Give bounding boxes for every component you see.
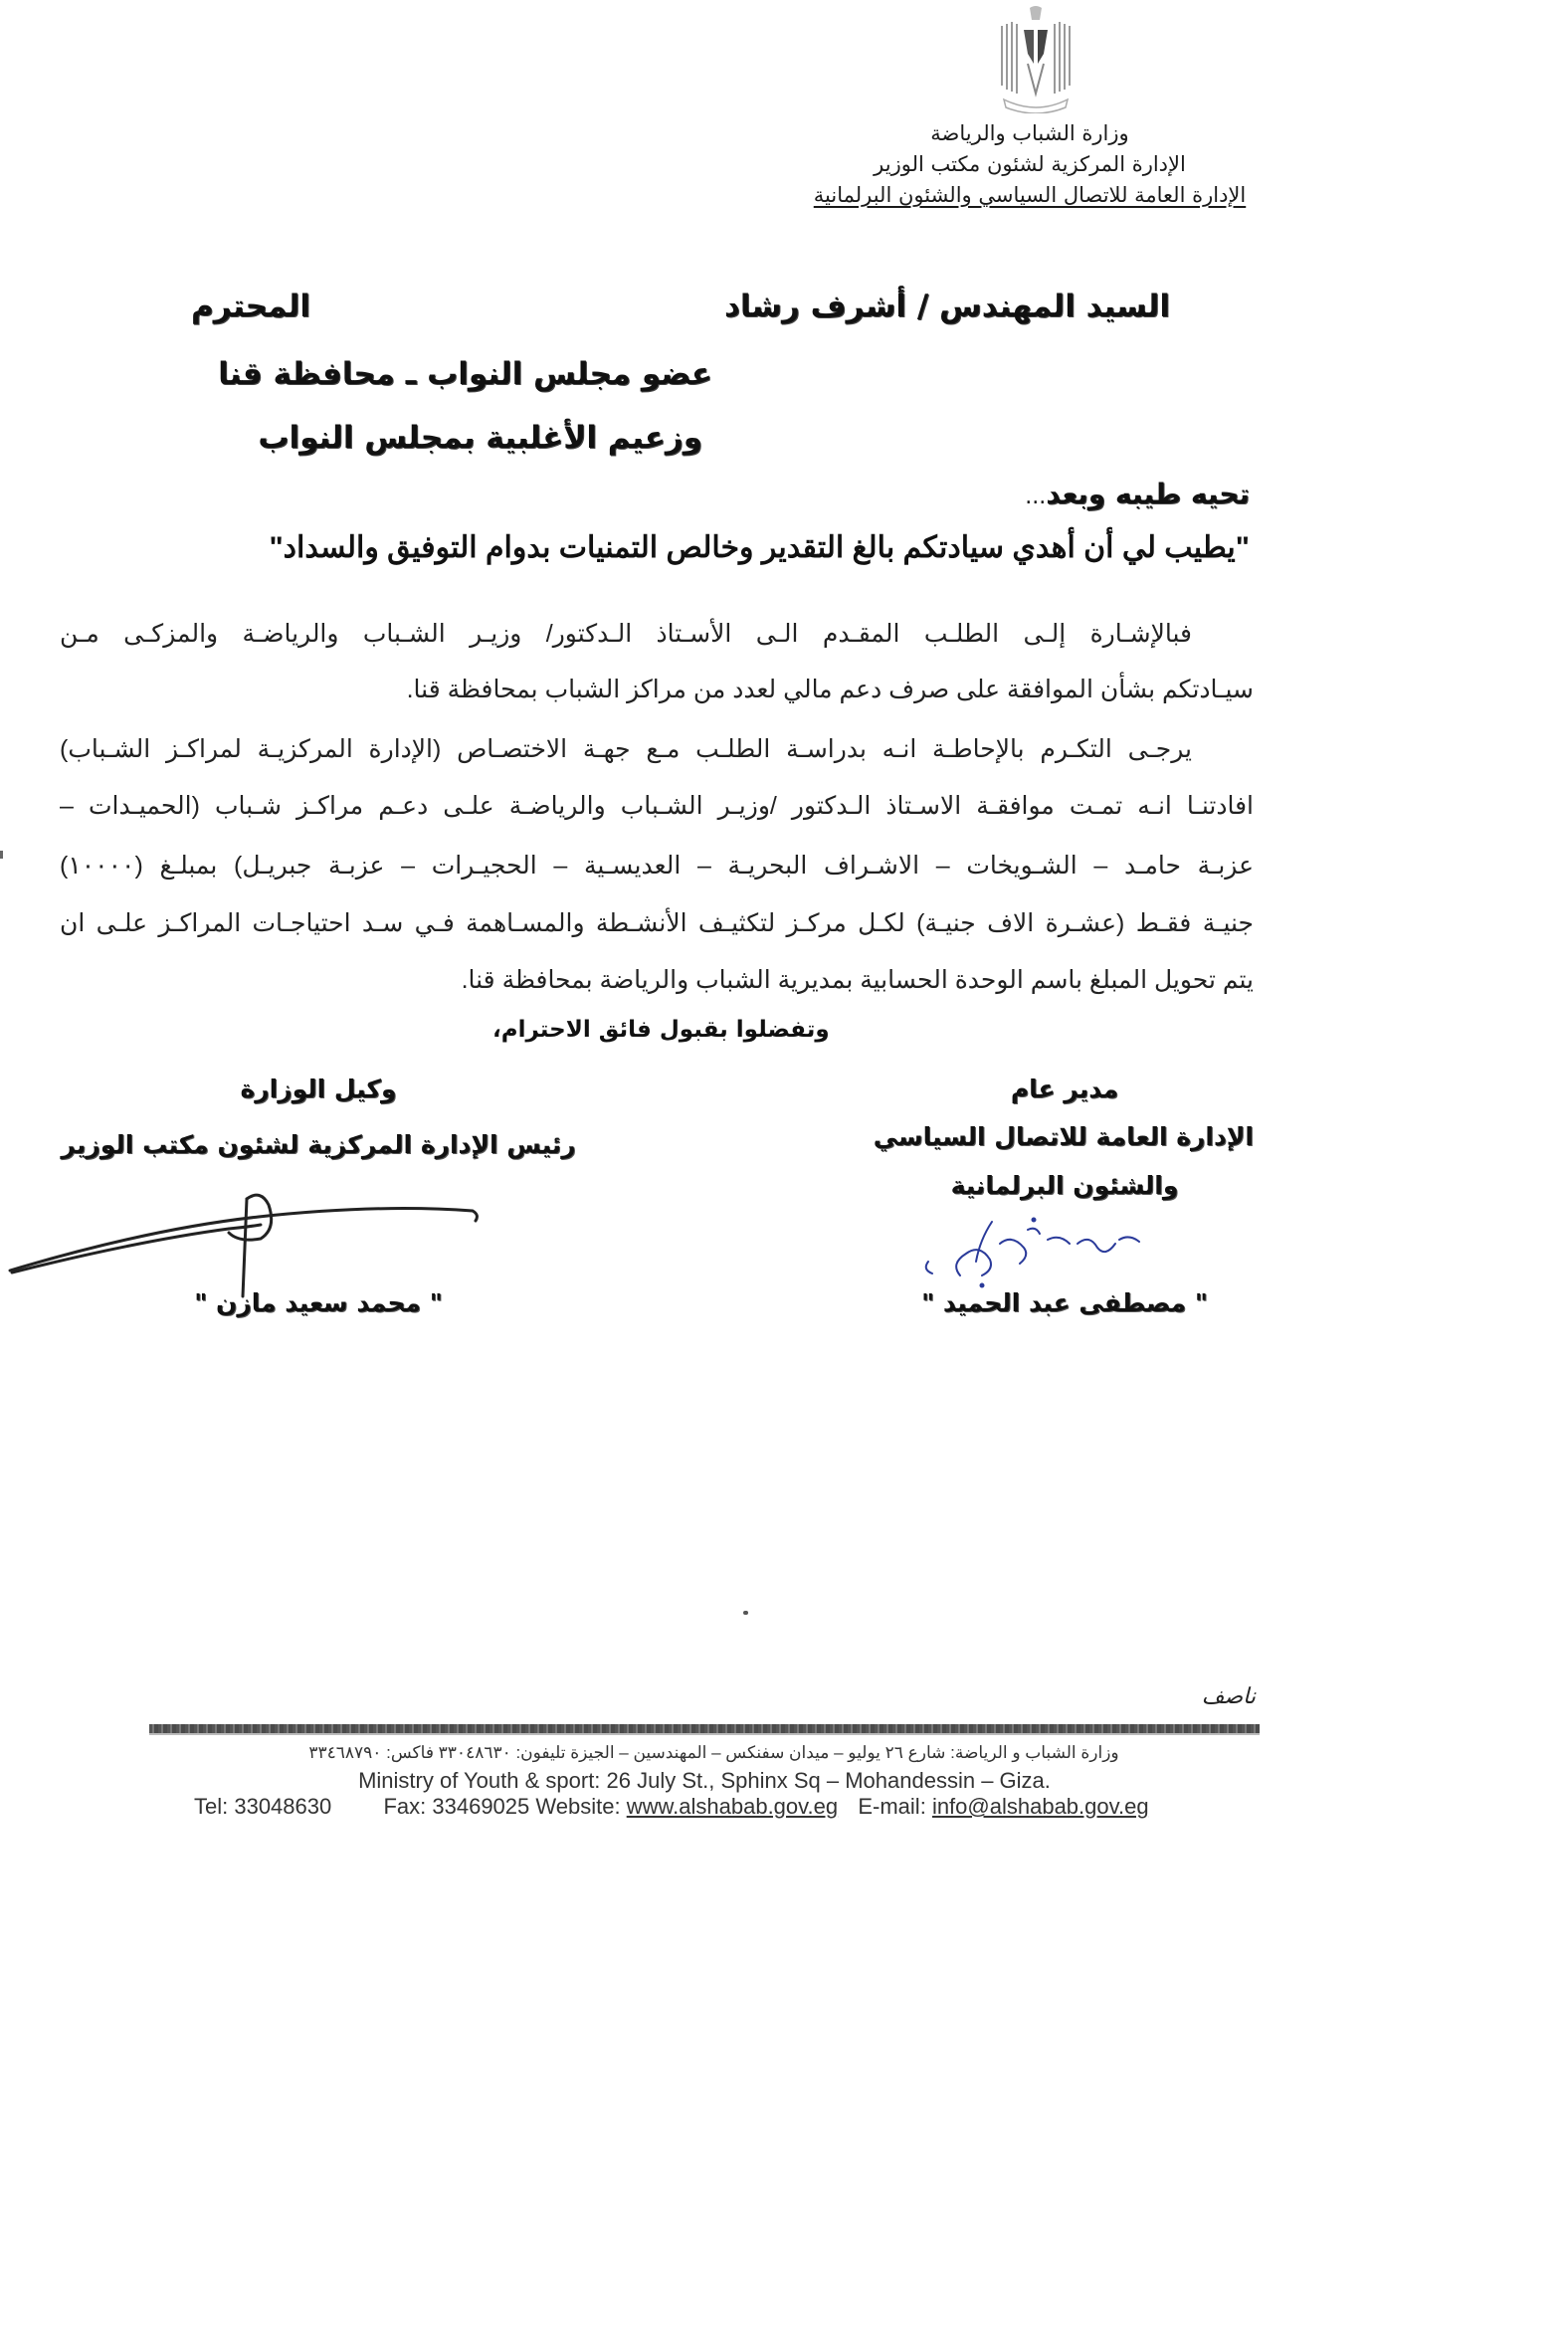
ministry-name: وزارة الشباب والرياضة (930, 121, 1129, 145)
footer-contact (194, 1794, 1149, 1820)
footer-fax: Fax: 33469025 Website: (383, 1794, 621, 1819)
footer-tel: Tel: 33048630 (194, 1794, 332, 1819)
left-signatory-title-1: وكيل الوزارة (240, 1075, 397, 1103)
recipient-name: السيد المهندس / أشرف رشاد (723, 289, 1170, 324)
eagle-emblem-icon (990, 4, 1081, 113)
right-signatory-title-1: مدير عام (1010, 1075, 1119, 1103)
right-signature-handwritten (920, 1204, 1149, 1288)
recipient-role-1: عضو مجلس النواب ـ محافظة قنا (218, 356, 712, 392)
general-administration: الإدارة العامة للاتصال السياسي والشئون البرلمانية (813, 183, 1247, 207)
body-line: افادتنـا انـه تمـت موافقـة الاسـتاذ الـدكتور /وزيـر الشـباب والرياضـة علـى دعـم مراكـز شـباب (الحميـدات – (60, 792, 1254, 820)
scan-edge-mark (0, 851, 3, 859)
scan-speck (743, 1611, 748, 1615)
closing-salutation: وتفضلوا بقبول فائق الاحترام، (492, 1017, 830, 1043)
greeting-text: تحيه طيبه وبعد (1046, 478, 1250, 510)
central-administration: الإدارة المركزية لشئون مكتب الوزير (874, 152, 1186, 176)
footer-website-link[interactable]: www.alshabab.gov.eg (626, 1794, 839, 1819)
body-line: يرجـى التكـرم بالإحاطـة انـه بدراسـة الطلـب مـع جهـة الاختصـاص (الإدارة المركزيـة لمراكـز الشـباب) (60, 735, 1192, 763)
body-line: عزبـة حامـد – الشـويخات – الاشـراف البحريـة – العديسـية – الحجيـرات – عزبـة جبريـل) بمبلـغ (١٠٠٠٠) (60, 852, 1254, 880)
right-signatory-title-3: والشئون البرلمانية (950, 1171, 1179, 1200)
greeting-dots: ... (1025, 485, 1047, 509)
footer-divider (149, 1724, 1260, 1735)
right-signatory-title-2: الإدارة العامة للاتصال السياسي (873, 1122, 1254, 1151)
recipient-honorific: المحترم (191, 289, 311, 324)
footer-english-address: Ministry of Youth & sport: 26 July St., Sphinx Sq – Mohandessin – Giza. (358, 1768, 1051, 1793)
typist-initials: ناصف (1201, 1684, 1256, 1709)
footer-arabic-address: وزارة الشباب و الرياضة: شارع ٢٦ يوليو – ميدان سفنكس – المهندسين – الجيزة تليفون: ٣٣٠٤٨٦٣٠ فاكس: ٣٣٤٦٨٧٩٠ (308, 1743, 1119, 1762)
left-signatory-name: " محمد سعيد مازن " (194, 1288, 443, 1317)
left-signature-handwritten (0, 1189, 497, 1298)
footer-email-link[interactable]: info@alshabab.gov.eg (931, 1794, 1149, 1819)
intro-quote: "يطيب لي أن أهدي سيادتكم بالغ التقدير وخالص التمنيات بدوام التوفيق والسداد" (269, 531, 1250, 564)
left-signatory-title-2: رئيس الإدارة المركزية لشئون مكتب الوزير (61, 1130, 576, 1159)
greeting (1025, 478, 1250, 510)
body-line: فبالإشـارة إلـى الطلـب المقـدم الـى الأسـتاذ الـدكتور/ وزيـر الشـباب والرياضـة والمزكـى مـن (60, 620, 1192, 648)
right-signatory-name: " مصطفى عبد الحميد " (921, 1288, 1208, 1317)
recipient-role-2: وزعيم الأغلبية بمجلس النواب (258, 420, 702, 456)
footer-email-label: E-mail: (858, 1794, 926, 1819)
body-line: يتم تحويل المبلغ باسم الوحدة الحسابية بمديرية الشباب والرياضة بمحافظة قنا. (461, 966, 1254, 994)
body-line: جنيـة فقـط (عشـرة الاف جنيـة) لكـل مركـز لتكثيـف الأنشـطة والمسـاهمة فـي سـد احتياجـات المراكـز علـى ان (60, 909, 1254, 937)
body-line: سيـادتكم بشأن الموافقة على صرف دعم مالي لعدد من مراكز الشباب بمحافظة قنا. (406, 676, 1254, 703)
